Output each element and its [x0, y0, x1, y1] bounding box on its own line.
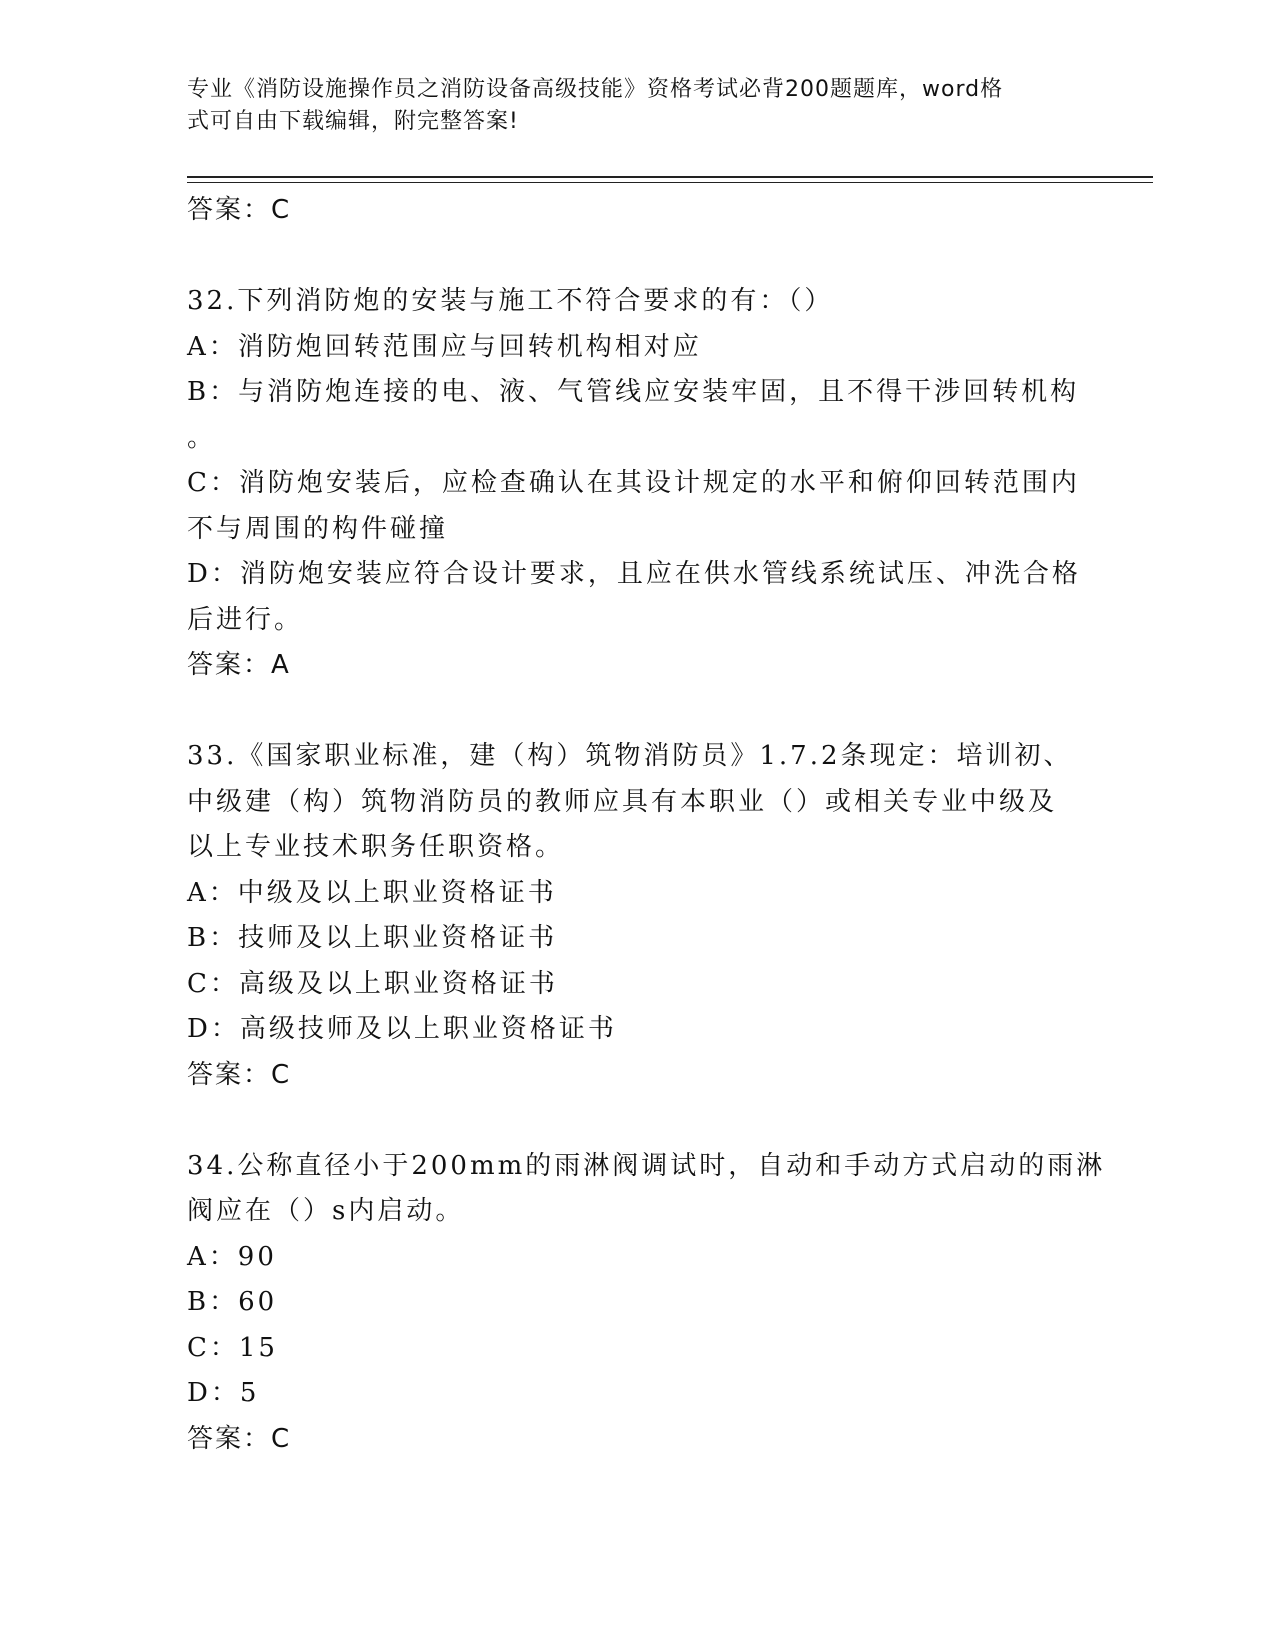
spacer: [187, 234, 1087, 280]
header-line-1: 专业《消防设施操作员之消防设备高级技能》资格考试必背200题题库，word格: [187, 77, 1004, 102]
option-b-continued: 。: [187, 422, 217, 453]
question-33: [187, 734, 1087, 1098]
question-stem-continued: 阀应在（）s内启动。: [187, 1196, 465, 1226]
header-divider-thick: [187, 176, 1153, 178]
spacer: [187, 1098, 1087, 1144]
question-stem-continued: 中级建（构）筑物消防员的教师应具有本职业（）或相关专业中级及: [187, 786, 1058, 817]
option-c: C：消防炮安装后，应检查确认在其设计规定的水平和俯仰回转范围内: [187, 468, 1080, 498]
option-c-continued: 不与周围的构件碰撞: [187, 513, 449, 544]
answer: 答案：C: [187, 1059, 292, 1090]
answer: 答案：A: [187, 650, 291, 680]
spacer: [187, 689, 1087, 735]
question-stem: 32.下列消防炮的安装与施工不符合要求的有：（）: [187, 286, 834, 316]
header-divider-thin: [187, 182, 1153, 183]
option-a: A：中级及以上职业资格证书: [187, 877, 557, 908]
option-d: D：5: [187, 1378, 260, 1408]
question-stem: 33.《国家职业标准，建（构）筑物消防员》1.7.2条现定：培训初、: [187, 741, 1073, 771]
question-list: [187, 188, 1106, 1462]
question-32: [187, 279, 1087, 689]
question-stem-continued: 以上专业技术职务任职资格。: [187, 832, 565, 862]
document-header: [187, 74, 1067, 138]
answer: 答案：C: [187, 1423, 292, 1454]
option-a: A：90: [187, 1241, 277, 1272]
previous-answer: 答案：C: [187, 195, 292, 225]
question-34: [187, 1144, 1106, 1463]
question-stem: 34.公称直径小于200mm的雨淋阀调试时，自动和手动方式启动的雨淋: [187, 1150, 1106, 1181]
option-d: D：高级技师及以上职业资格证书: [187, 1014, 617, 1044]
header-line-2: 式可自由下载编辑，附完整答案!: [187, 109, 519, 134]
option-d: D：消防炮安装应符合设计要求，且应在供水管线系统试压、冲洗合格: [187, 559, 1081, 589]
option-a: A：消防炮回转范围应与回转机构相对应: [187, 331, 702, 362]
option-c: C：高级及以上职业资格证书: [187, 968, 558, 999]
option-b: B：技师及以上职业资格证书: [187, 923, 558, 953]
option-b: B：60: [187, 1287, 278, 1317]
option-d-continued: 后进行。: [187, 604, 304, 635]
option-c: C：15: [187, 1332, 278, 1363]
option-b: B：与消防炮连接的电、液、气管线应安装牢固，且不得干涉回转机构: [187, 377, 1080, 407]
